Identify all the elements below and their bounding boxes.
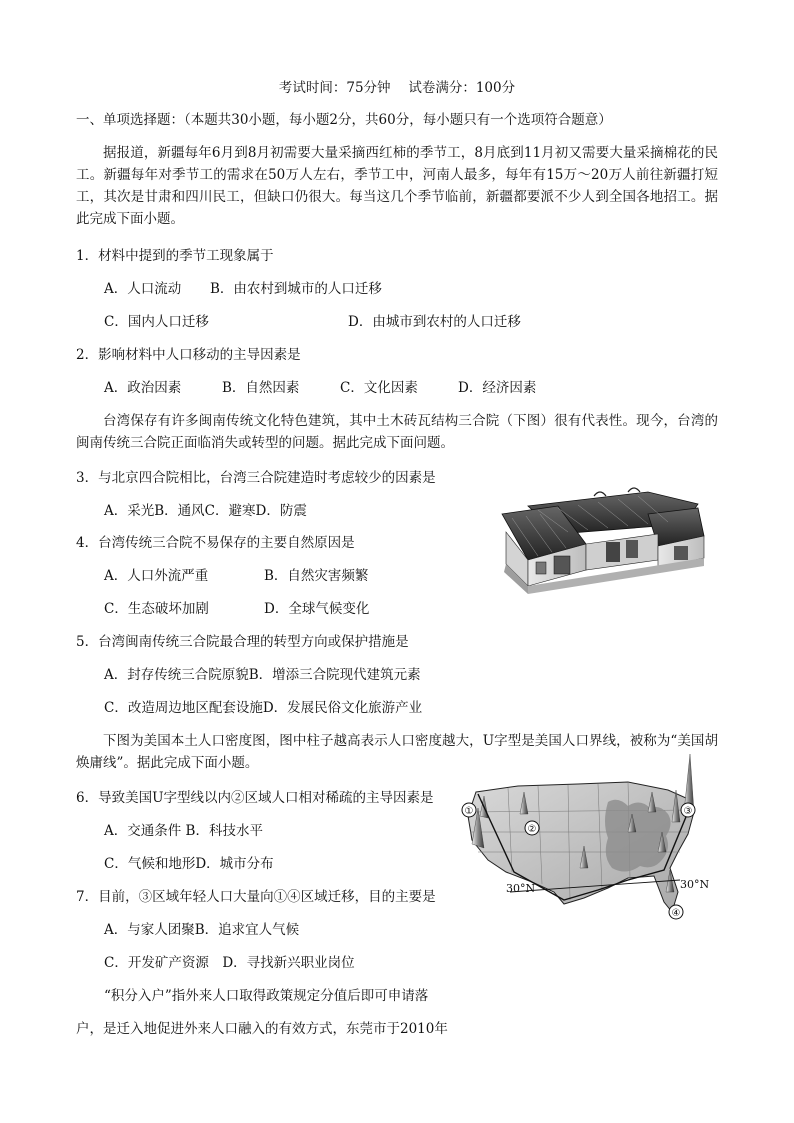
map-label-region-4: ④: [671, 908, 681, 919]
section-title: 一、单项选择题：（本题共30小题，每小题2分，共60分，每小题只有一个选项符合题意）: [76, 112, 612, 128]
passage-us-population: 下图为美国本土人口密度图，图中柱子越高表示人口密度越大，U字型是美国人口界线，被称为“美国胡焕庸线”。据此完成下面小题。: [76, 733, 718, 771]
q5-options-ab: A．封存传统三合院原貌B．增添三合院现代建筑元素: [104, 667, 421, 683]
passage-seasonal-workers: 据报道，新疆每年6月到8月初需要大量采摘西红柿的季节工，8月底到11月初又需要大量采摘棉花的民工。新疆每年对季节工的需求在50万人左右，季节工中，河南人最多，每年有15万～20万人前往新疆打短工，其次是甘肃和四川民工，但缺口仍很大。每当这几个季节临前，新疆都要派不少人到全国各地招工。据此完成下面小题。: [76, 145, 718, 227]
q7-options-cd: C．开发矿产资源 D．寻找新兴职业岗位: [104, 955, 355, 971]
passage-points-settlement-2: 户，是迁入地促进外来人口融入的有效方式，东莞市于2010年: [76, 1021, 448, 1037]
question-3: 3．与北京四合院相比，台湾三合院建造时考虑较少的因素是: [76, 470, 436, 486]
question-4: 4．台湾传统三合院不易保存的主要自然原因是: [76, 535, 355, 551]
q2-option-c: C．文化因素: [340, 380, 418, 396]
exam-header: 考试时间：75分钟 试卷满分：100分: [278, 80, 516, 96]
sanheyuan-illustration: [498, 484, 706, 600]
us-population-density-map: [458, 752, 724, 930]
passage-points-settlement-1: “积分入户”指外来人口取得政策规定分值后即可申请落: [104, 988, 429, 1004]
q6-options-cd: C．气候和地形D．城市分布: [104, 856, 274, 872]
q4-option-a: A．人口外流严重: [104, 568, 209, 584]
map-latitude-label-left: 30°N: [506, 882, 536, 895]
map-label-region-1: ①: [464, 806, 474, 817]
q4-option-c: C．生态破坏加剧: [104, 601, 209, 617]
q5-options-cd: C．改造周边地区配套设施D．发展民俗文化旅游产业: [104, 700, 423, 716]
q4-option-d: D．全球气候变化: [264, 601, 370, 617]
map-label-region-3: ③: [683, 806, 693, 817]
q7-options-ab: A．与家人团聚B．追求宜人气候: [104, 922, 300, 938]
q6-options-ab: A．交通条件 B．科技水平: [104, 823, 263, 839]
question-7: 7．目前，③区域年轻人口大量向①④区域迁移，目的主要是: [76, 889, 436, 905]
q4-option-b: B．自然灾害频繁: [264, 568, 369, 584]
question-5: 5．台湾闽南传统三合院最合理的转型方向或保护措施是: [76, 634, 409, 650]
map-label-region-2: ②: [527, 824, 537, 835]
question-6: 6．导致美国U字型线以内②区域人口相对稀疏的主导因素是: [76, 790, 434, 806]
question-2: 2．影响材料中人口移动的主导因素是: [76, 347, 301, 363]
q2-option-d: D．经济因素: [458, 380, 537, 396]
q1-option-a: A．人口流动: [104, 281, 182, 297]
q3-options: A．采光B．通风C．避寒D．防震: [104, 503, 307, 519]
passage-sanheyuan: 台湾保存有许多闽南传统文化特色建筑，其中土木砖瓦结构三合院（下图）很有代表性。现今，台湾的闽南传统三合院正面临消失或转型的问题。据此完成下面问题。: [76, 413, 718, 451]
q2-option-a: A．政治因素: [104, 380, 182, 396]
q2-option-b: B．自然因素: [222, 380, 300, 396]
q1-option-c: C．国内人口迁移: [104, 314, 209, 330]
question-1: 1．材料中提到的季节工现象属于: [76, 248, 274, 264]
q1-option-d: D．由城市到农村的人口迁移: [348, 314, 521, 330]
q1-option-b: B．由农村到城市的人口迁移: [210, 281, 382, 297]
map-latitude-label-right: 30°N: [680, 878, 710, 891]
